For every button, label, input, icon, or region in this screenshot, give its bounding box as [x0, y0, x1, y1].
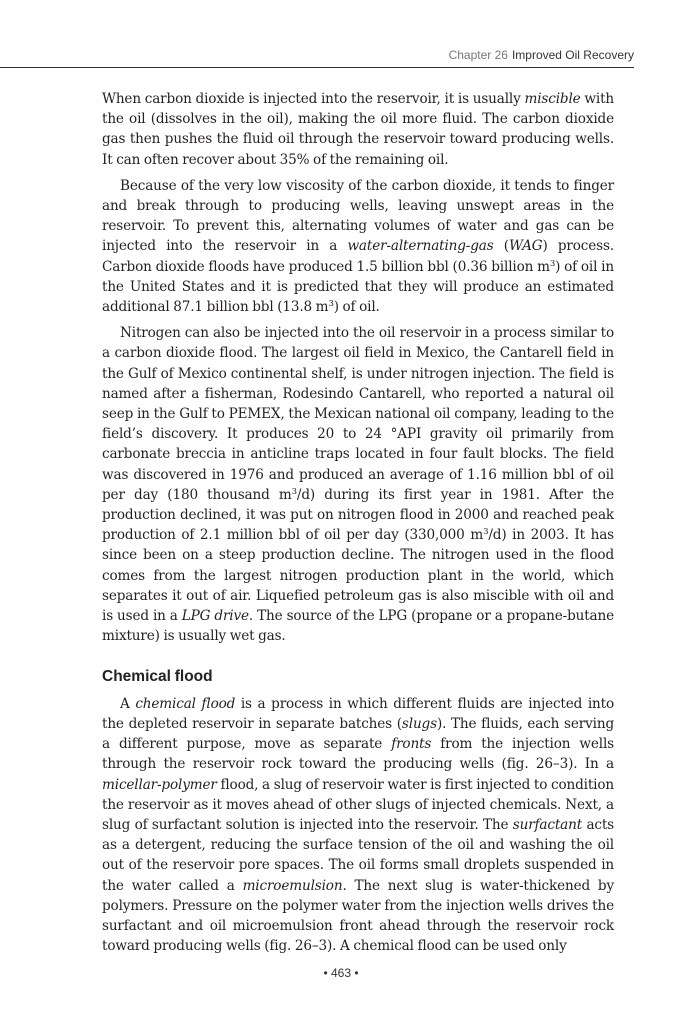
italic-term: LPG drive [181, 608, 249, 625]
text-run: from the injection wells through the reservoir rock toward the producing wells (fig. 26–3). In a [102, 736, 614, 773]
text-run: A [120, 695, 136, 712]
italic-term: water-alternating-gas [347, 238, 494, 255]
text-run: flood, a slug of reservoir water is first injected to condition the reservoir as it moves ahead of other slugs of injected chemicals. Next, a slug of surfactant solution is injected into the reservoir. The [102, 776, 614, 833]
text-run: . The next slug is water-thickened by polymers. Pressure on the polymer water from the injection wells drives the surfactant and oil microemulsion front ahead through the reservoir rock toward producing wells (fig. 26–3). A chemical flood can be used only [102, 877, 614, 955]
chapter-number: Chapter 26 [448, 48, 508, 62]
text-run: /d) in 2003. It has since been on a steep production decline. The nitrogen used in the flood comes from the largest nitrogen production plant in the world, which separates it out of air. Liquefied petroleum gas is also miscible with oil and is used in a [102, 527, 614, 625]
superscript: 3 [549, 258, 556, 269]
header-rule [0, 67, 634, 68]
section-heading: Chemical flood [102, 668, 213, 686]
superscript: 3 [328, 299, 334, 310]
chapter-title: Improved Oil Recovery [511, 48, 634, 62]
paragraph-chemical-flood [102, 694, 614, 957]
text-run: ) of oil. [333, 299, 380, 316]
page-number: • 463 • [323, 966, 359, 980]
text-run: acts as a detergent, reducing the surface tension of the oil and washing the oil out of the reservoir pore spaces. The oil forms small droplets suspended in the water called a [102, 816, 614, 894]
text-run: Nitrogen can also be injected into the oil reservoir in a process similar to a carbon dioxide flood. The largest oil field in Mexico, the Cantarell field in the Gulf of Mexico continental shelf, is under nitrogen injection. The field is named after a fisherman, Rodesindo Cantarell, who reported a natural oil seep in the Gulf to PEMEX, the Mexican national oil company, leading to the field’s discovery. It produces 20 to 24 °API gravity oil primarily from carbonate breccia in anticline traps located in four fault blocks. The field was discovered in 1976 and produced an average of 1.16 million bbl of oil per day (180 thousand m [102, 325, 614, 503]
text-run: ) of oil in the United States and it is predicted that they will produce an estimated additional 87.1 billion bbl (13.8 m [102, 258, 614, 316]
paragraph-co2-wag [102, 176, 614, 317]
running-head [449, 48, 634, 62]
text-run: is a process in which different fluids are injected into the depleted reservoir in separate batches ( [102, 695, 614, 732]
superscript: 3 [483, 527, 489, 538]
italic-term: surfactant [512, 816, 583, 833]
italic-term: WAG [508, 238, 543, 255]
italic-term: micellar-polymer [102, 776, 217, 793]
text-run: . The source of the LPG (propane or a propane-butane mixture) is usually wet gas. [102, 608, 614, 645]
paragraph-nitrogen [102, 323, 614, 646]
italic-term: microemulsion [242, 877, 343, 894]
superscript: 3 [291, 486, 297, 497]
text-run: Because of the very low viscosity of the carbon dioxide, it tends to finger and break through to producing wells, leaving unswept areas in the reservoir. To prevent this, alternating volumes of water and gas can be injected into the reservoir in a [102, 177, 614, 255]
text-run: /d) during its first year in 1981. After the production declined, it was put on nitrogen flood in 2000 and reached peak production of 2.1 million bbl of oil per day (330,000 m [102, 486, 615, 544]
italic-term: chemical flood [135, 695, 236, 712]
italic-term: fronts [391, 736, 432, 753]
text-run: ) process. Carbon dioxide floods have produced 1.5 billion bbl (0.36 billion m [102, 238, 614, 275]
italic-term: slugs [401, 715, 437, 732]
text-run: When carbon dioxide is injected into the reservoir, it is usually [102, 91, 525, 107]
page-body [102, 89, 614, 956]
text-run: with the oil (dissolves in the oil), making the oil more fluid. The carbon dioxide gas then pushes the fluid oil through the reservoir toward producing wells. It can often recover about 35% of the remaining oil. [102, 91, 614, 168]
italic-term: miscible [524, 91, 581, 107]
text-run: ). The fluids, each serving a different purpose, move as separate [102, 715, 614, 753]
paragraph-co2-miscible [102, 89, 614, 170]
text-run: ( [493, 238, 509, 255]
